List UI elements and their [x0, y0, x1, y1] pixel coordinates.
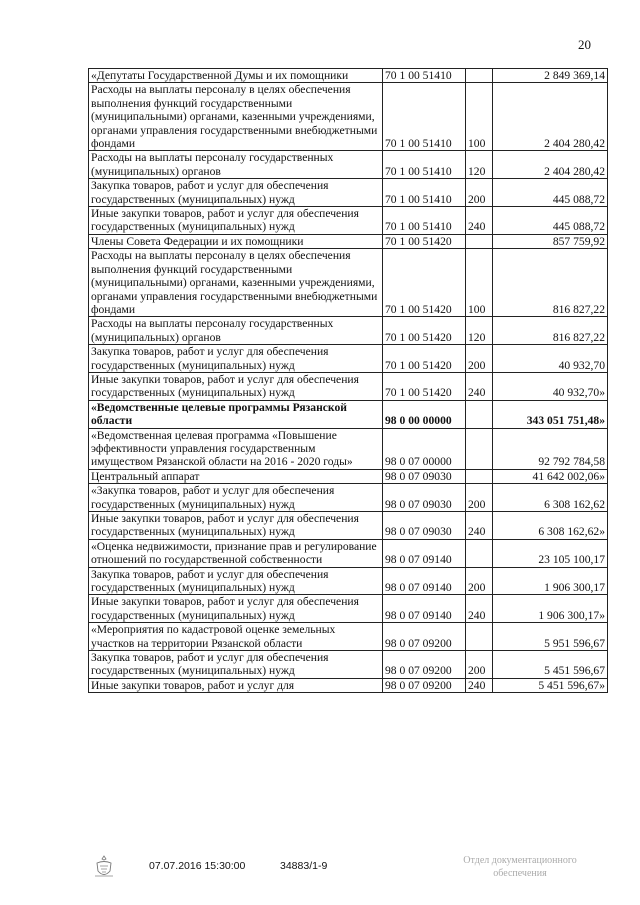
row-name: Центральный аппарат [89, 469, 383, 483]
row-name: Расходы на выплаты персоналу государственных (муниципальных) органов [89, 317, 383, 345]
row-code: 98 0 07 09200 [383, 623, 466, 651]
table-row [89, 428, 608, 469]
row-expense-type [466, 234, 493, 248]
row-amount: 1 906 300,17 [493, 567, 608, 595]
row-expense-type [466, 539, 493, 567]
table-row [89, 651, 608, 679]
row-expense-type: 240 [466, 207, 493, 235]
row-code: 98 0 07 09030 [383, 512, 466, 540]
row-amount: 92 792 784,58 [493, 428, 608, 469]
budget-table-body [89, 69, 608, 693]
row-name: Иные закупки товаров, работ и услуг для обеспечения государственных (муниципальных) нужд [89, 372, 383, 400]
page-number: 20 [578, 37, 591, 52]
row-name: Расходы на выплаты персоналу в целях обеспечения выполнения функций государственными (муниципальными) органами, казенными учреждениями, органами управления государственными внебюджетными фондами [89, 249, 383, 317]
row-expense-type [466, 469, 493, 483]
row-code: 70 1 00 51420 [383, 372, 466, 400]
row-name: «Оценка недвижимости, признание прав и регулирование отношений по государственной собственности [89, 539, 383, 567]
row-code: 70 1 00 51410 [383, 207, 466, 235]
footer-date: 07.07.2016 15:30:00 [149, 860, 246, 872]
row-amount: 23 105 100,17 [493, 539, 608, 567]
row-name: Расходы на выплаты персоналу в целях обеспечения выполнения функций государственными (муниципальными) органами, казенными учреждениями, органами управления государственными внебюджетными фондами [89, 83, 383, 151]
row-name: Закупка товаров, работ и услуг для обеспечения государственных (муниципальных) нужд [89, 179, 383, 207]
row-name: Закупка товаров, работ и услуг для обеспечения государственных (муниципальных) нужд [89, 567, 383, 595]
table-row [89, 623, 608, 651]
row-code: 70 1 00 51410 [383, 69, 466, 83]
coat-of-arms-icon [93, 854, 115, 880]
department-stamp [440, 854, 600, 880]
row-name: Расходы на выплаты персоналу государственных (муниципальных) органов [89, 151, 383, 179]
table-row [89, 372, 608, 400]
row-code: 98 0 07 09140 [383, 595, 466, 623]
row-expense-type [466, 623, 493, 651]
table-row [89, 234, 608, 248]
row-amount: 40 932,70» [493, 372, 608, 400]
row-amount: 445 088,72 [493, 179, 608, 207]
row-code: 98 0 07 09140 [383, 539, 466, 567]
row-amount: 5 951 596,67 [493, 623, 608, 651]
table-row [89, 345, 608, 373]
row-amount: 1 906 300,17» [493, 595, 608, 623]
row-name: «Депутаты Государственной Думы и их помощники [89, 69, 383, 83]
row-expense-type: 200 [466, 484, 493, 512]
row-amount: 41 642 002,06» [493, 469, 608, 483]
row-expense-type [466, 428, 493, 469]
row-expense-type: 100 [466, 249, 493, 317]
row-expense-type: 100 [466, 83, 493, 151]
table-row [89, 249, 608, 317]
table-row [89, 512, 608, 540]
stamp-line-1: Отдел документационного [463, 855, 577, 866]
row-name: Иные закупки товаров, работ и услуг для [89, 678, 383, 692]
table-row [89, 595, 608, 623]
row-expense-type: 200 [466, 651, 493, 679]
row-name: «Мероприятия по кадастровой оценке земельных участков на территории Рязанской области [89, 623, 383, 651]
table-row [89, 83, 608, 151]
row-expense-type: 200 [466, 567, 493, 595]
row-amount: 816 827,22 [493, 249, 608, 317]
footer-doc-number: 34883/1-9 [280, 860, 328, 872]
row-code: 70 1 00 51420 [383, 249, 466, 317]
row-name: «Ведомственная целевая программа «Повышение эффективности управления государственным имуществом Рязанской области на 2016 - 2020 годы» [89, 428, 383, 469]
row-code: 98 0 07 09200 [383, 651, 466, 679]
row-amount: 40 932,70 [493, 345, 608, 373]
table-row [89, 400, 608, 428]
row-code: 98 0 07 09030 [383, 484, 466, 512]
row-code: 98 0 07 09030 [383, 469, 466, 483]
table-row [89, 484, 608, 512]
table-row [89, 678, 608, 692]
row-amount: 2 849 369,14 [493, 69, 608, 83]
row-code: 70 1 00 51420 [383, 345, 466, 373]
budget-table [88, 68, 608, 693]
row-code: 70 1 00 51420 [383, 317, 466, 345]
row-expense-type: 240 [466, 595, 493, 623]
row-expense-type: 240 [466, 372, 493, 400]
row-code: 98 0 07 00000 [383, 428, 466, 469]
table-row [89, 207, 608, 235]
row-expense-type [466, 400, 493, 428]
table-row [89, 69, 608, 83]
table-row [89, 539, 608, 567]
row-expense-type: 120 [466, 151, 493, 179]
table-row [89, 567, 608, 595]
table-row [89, 151, 608, 179]
row-name: «Ведомственные целевые программы Рязанской области [89, 400, 383, 428]
row-name: Закупка товаров, работ и услуг для обеспечения государственных (муниципальных) нужд [89, 345, 383, 373]
row-amount: 816 827,22 [493, 317, 608, 345]
row-amount: 343 051 751,48» [493, 400, 608, 428]
row-name: Иные закупки товаров, работ и услуг для обеспечения государственных (муниципальных) нужд [89, 207, 383, 235]
row-name: «Закупка товаров, работ и услуг для обеспечения государственных (муниципальных) нужд [89, 484, 383, 512]
row-expense-type: 120 [466, 317, 493, 345]
row-amount: 5 451 596,67 [493, 651, 608, 679]
row-code: 70 1 00 51420 [383, 234, 466, 248]
page-footer [0, 850, 640, 890]
row-amount: 2 404 280,42 [493, 83, 608, 151]
row-expense-type: 200 [466, 345, 493, 373]
row-amount: 445 088,72 [493, 207, 608, 235]
row-expense-type: 200 [466, 179, 493, 207]
row-code: 98 0 00 00000 [383, 400, 466, 428]
row-amount: 6 308 162,62» [493, 512, 608, 540]
row-code: 98 0 07 09200 [383, 678, 466, 692]
row-amount: 6 308 162,62 [493, 484, 608, 512]
row-code: 70 1 00 51410 [383, 83, 466, 151]
table-row [89, 317, 608, 345]
table-row [89, 179, 608, 207]
table-row [89, 469, 608, 483]
stamp-line-2: обеспечения [493, 868, 547, 879]
row-name: Иные закупки товаров, работ и услуг для обеспечения государственных (муниципальных) нужд [89, 512, 383, 540]
row-expense-type [466, 69, 493, 83]
row-code: 98 0 07 09140 [383, 567, 466, 595]
row-expense-type: 240 [466, 678, 493, 692]
row-amount: 5 451 596,67» [493, 678, 608, 692]
row-code: 70 1 00 51410 [383, 151, 466, 179]
row-amount: 857 759,92 [493, 234, 608, 248]
row-name: Члены Совета Федерации и их помощники [89, 234, 383, 248]
row-code: 70 1 00 51410 [383, 179, 466, 207]
row-expense-type: 240 [466, 512, 493, 540]
row-name: Закупка товаров, работ и услуг для обеспечения государственных (муниципальных) нужд [89, 651, 383, 679]
row-name: Иные закупки товаров, работ и услуг для обеспечения государственных (муниципальных) нужд [89, 595, 383, 623]
row-amount: 2 404 280,42 [493, 151, 608, 179]
